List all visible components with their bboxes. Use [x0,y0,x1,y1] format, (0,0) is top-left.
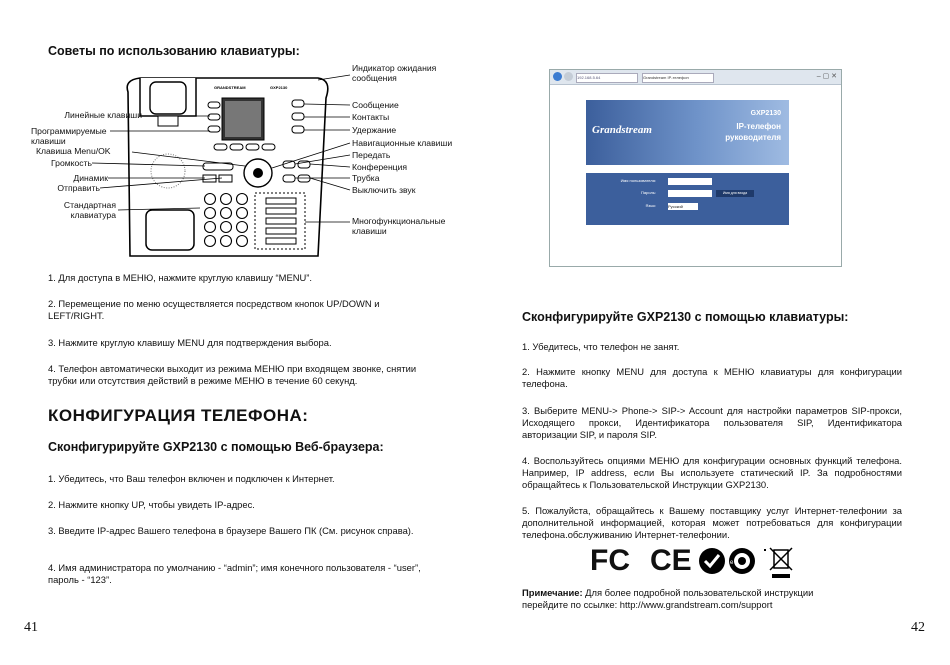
page-number-right: 42 [911,620,925,635]
tip-1: 1. Для доступа в МЕНЮ, нажмите круглую клавишу “MENU”. [48,272,313,283]
browser-toolbar [550,70,841,85]
browser-tab[interactable]: Grandstream IP-телефон [642,73,714,83]
login-banner [586,100,789,165]
compliance-icons [698,546,808,580]
label-volume: Громкость [51,158,92,168]
address-bar[interactable]: 192.168.5.64 [576,73,638,83]
kp-step-1: 1. Убедитесь, что телефон не занят. [522,341,680,352]
label-mwi-2: сообщения [352,73,397,83]
phone-brand: GRANDSTREAM [214,85,246,90]
label-nav-keys: Навигационные клавиши [352,138,453,148]
label-handset: Трубка [352,173,380,183]
password-input[interactable] [668,190,712,197]
web-config-heading: Сконфигурируйте GXP2130 с помощью Веб-браузера: [48,440,384,454]
tip-4: 4. Телефон автоматически выходит из режима МЕНЮ при входящем звонке, снятии трубки или отсутствия действий в режиме МЕНЮ в течение 60 секунд. [48,363,417,387]
browser-screenshot [549,69,842,267]
web-step-3: 3. Введите IP-адрес Вашего телефона в браузере Вашего ПК (См. рисунок справа). [48,525,414,536]
tip-2: 2. Перемещение по меню осуществляется посредством кнопок UP/DOWN и LEFT/RIGHT. [48,298,380,322]
kp-step-2: 2. Нажмите кнопку MENU для доступа к МЕНЮ клавиатуры для конфигурации телефона. [522,366,902,390]
label-prog-keys: Программируемые [31,126,107,136]
tip-3: 3. Нажмите круглую клавишу MENU для подтверждения выбора. [48,337,332,348]
window-controls-icon[interactable]: – ▢ ✕ [816,73,837,80]
label-hold: Удержание [352,125,397,135]
rcm-icon [699,548,725,574]
language-label: Язык: [645,203,656,208]
label-mwi: Индикатор ожидания [352,63,437,73]
forward-icon[interactable] [564,72,573,81]
language-select[interactable]: Русский [668,203,698,210]
ce-logo: CE [650,544,692,577]
page-number-left: 41 [24,620,38,635]
banner-line2: руководителя [725,133,781,142]
label-transfer: Передать [352,150,391,160]
label-mpk: Многофункциональные [352,216,446,226]
username-input[interactable] [668,178,712,185]
label-send: Отправить [57,183,100,193]
svg-text:e: e [730,560,734,566]
note-line-1 [522,587,902,599]
weee-icon [770,548,792,578]
login-form [586,173,789,225]
banner-line1: IP-телефон [736,122,781,131]
kp-step-4: 4. Воспользуйтесь опциями МЕНЮ для конфигурации основных функций телефона. Например, IP address, если Вы используете статический IP. За подробностями обращайтесь к Пользовательской Инструкции GXP2130. [522,455,902,491]
label-menu-ok: Клавиша Menu/OK [36,146,111,156]
kp-step-3: 3. Выберите MENU-> Phone-> SIP-> Account для настройки параметров SIP-прокси, Исходящего прокси, Идентификатора пользователя SIP, Идентификатора авторизации SIP, и пароля SIP. [522,405,902,441]
phone-model: GXP2130 [270,85,288,90]
label-contacts: Контакты [352,112,390,122]
section-title: КОНФИГУРАЦИЯ ТЕЛЕФОНА: [48,406,309,425]
password-label: Пароль: [641,190,656,195]
label-line-keys: Линейные клавиши [64,110,142,120]
tips-heading: Советы по использованию клавиатуры: [48,44,300,58]
brand-logo: Grandstream [592,124,652,136]
certification-logos [588,542,818,582]
back-icon[interactable] [553,72,562,81]
banner-model: GXP2130 [750,110,781,117]
label-message: Сообщение [352,100,399,110]
label-conference: Конференция [352,162,408,172]
note-text: Для более подробной пользовательской инструкции [582,587,814,598]
label-mute: Выключить звук [352,185,416,195]
login-button[interactable]: Имя для входа [716,190,754,197]
fcc-logo: FC [590,544,630,577]
label-prog-keys-2: клавиши [31,136,66,146]
keypad-config-heading: Сконфигурируйте GXP2130 с помощью клавиатуры: [522,310,849,324]
username-label: Имя пользователя: [620,178,656,183]
web-step-4: 4. Имя администратора по умолчанию - “admin”; имя конечного пользователя - “user”, пароль - “123”. [48,562,421,586]
label-mpk-2: клавиши [352,226,387,236]
note-line-2: перейдите по ссылке: http://www.grandstream.com/support [522,599,773,610]
label-speaker: Динамик [73,173,108,183]
web-step-2: 2. Нажмите кнопку UP, чтобы увидеть IP-адрес. [48,499,255,510]
kp-step-5: 5. Пожалуйста, обращайтесь к Вашему поставщику услуг Интернет-телефонии за дополнительной информацией, которая может потребоваться для конфигурации телефона.обслуживанию Интернет-телефонии. [522,505,902,541]
label-std-keypad-2: клавиатура [70,210,116,220]
label-std-keypad: Стандартная [63,200,116,210]
note-label: Примечание: [522,587,583,598]
web-step-1: 1. Убедитесь, что Ваш телефон включен и подключен к Интернет. [48,473,335,484]
